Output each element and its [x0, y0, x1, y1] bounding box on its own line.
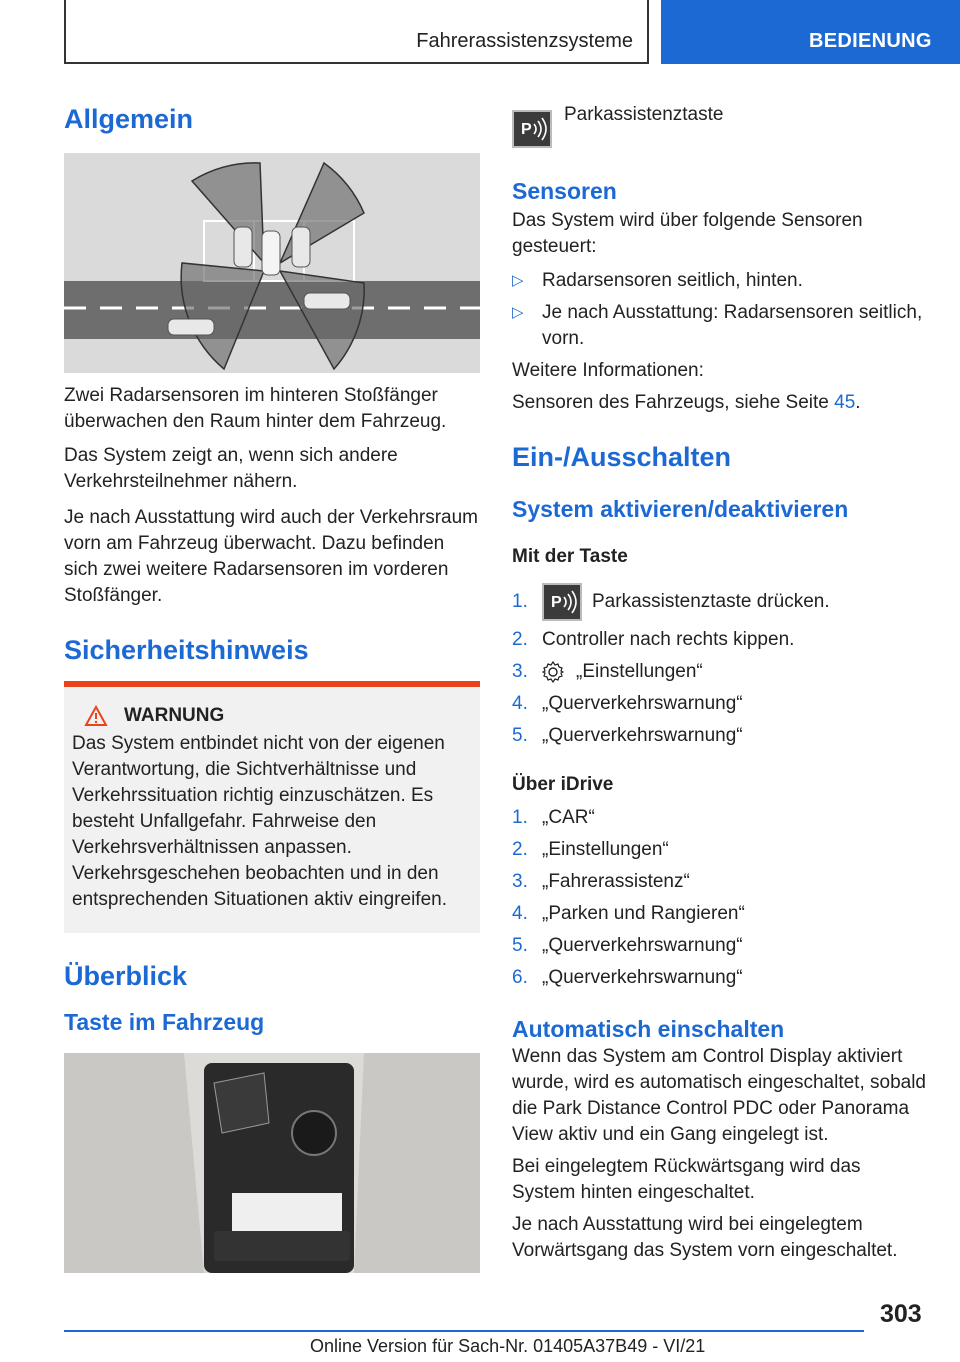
center-console-photo: [64, 1053, 480, 1273]
sensoren-intro: Das System wird über folgende Sensoren gesteuert:: [512, 210, 863, 257]
taste-step: 4. „Querverkehrswarnung“: [512, 693, 743, 714]
heading-automatisch-einschalten: Automatisch einschalten: [512, 1016, 785, 1042]
taste-step: 2. Controller nach rechts kippen.: [512, 629, 795, 650]
heading-mit-der-taste: Mit der Taste: [512, 546, 628, 567]
taste-step: 1. P Parkassistenztaste drücken.: [512, 580, 928, 624]
heading-allgemein: Allgemein: [64, 104, 194, 134]
sensor-list-item: ▷ Je nach Ausstattung: Radarsensoren seitlich, vorn.: [512, 302, 923, 349]
right-column: [512, 96, 928, 1264]
footer-version: Online Version für Sach-Nr. 01405A37B49 - VI/21: [310, 1336, 706, 1356]
weitere-informationen: Weitere Informationen:: [512, 360, 704, 381]
park-assist-key-icon: [542, 583, 582, 621]
triangle-bullet-icon: ▷: [512, 272, 524, 289]
paragraph-front-sensors: Je nach Ausstattung wird auch der Verkehrsraum vorn am Fahrzeug überwacht. Dazu befinden sich zwei weitere Radarsensoren im vorderen Stoßfänger.: [64, 507, 479, 606]
warning-box: [64, 687, 480, 933]
sensor-list-item: ▷ Radarsensoren seitlich, hinten.: [512, 268, 928, 294]
key-legend-label: Parkassistenztaste: [564, 104, 724, 125]
auto-paragraph-2: Bei eingelegtem Rückwärtsgang wird das System hinten eingeschaltet.: [512, 1156, 861, 1203]
park-assist-key-icon: [512, 110, 552, 148]
heading-taste-im-fahrzeug: Taste im Fahrzeug: [64, 1009, 265, 1035]
heading-system-aktivieren: System aktivieren/deaktivieren: [512, 496, 849, 522]
header-chapter-box: [64, 0, 649, 64]
auto-paragraph-1: Wenn das System am Control Display aktiviert wurde, wird es automatisch eingeschaltet, sobald die Park Distance Control PDC oder Panorama View aktiv und ein Gang eingelegt ist.: [512, 1046, 927, 1145]
warning-triangle-icon: [84, 705, 108, 727]
radar-coverage-illustration: [64, 153, 480, 373]
gear-icon: [542, 661, 564, 683]
svg-text:P: P: [521, 121, 532, 138]
taste-step: 3. „Einstellungen“: [512, 661, 703, 682]
idrive-step: 4. „Parken und Rangieren“: [512, 903, 745, 924]
idrive-step: 2. „Einstellungen“: [512, 839, 669, 860]
heading-sicherheitshinweis: Sicherheitshinweis: [64, 635, 309, 665]
triangle-bullet-icon: ▷: [512, 304, 524, 321]
heading-ein-ausschalten: Ein-/Ausschalten: [512, 442, 732, 472]
page-number: 303: [880, 1300, 922, 1328]
sensor-list: [512, 268, 928, 352]
warning-header: [84, 705, 472, 727]
auto-paragraph-3: Je nach Ausstattung wird bei eingelegtem Vorwärtsgang das System vorn eingeschaltet.: [512, 1214, 898, 1261]
left-column: [64, 96, 480, 1273]
idrive-step: 5. „Querverkehrswarnung“: [512, 935, 743, 956]
page-link[interactable]: 45: [834, 392, 856, 413]
heading-sensoren: Sensoren: [512, 178, 617, 204]
warning-title: WARNUNG: [124, 705, 225, 726]
siehe-seite-line: Sensoren des Fahrzeugs, siehe Seite 45.: [512, 392, 861, 413]
paragraph-system-shows: Das System zeigt an, wenn sich andere Verkehrsteilnehmer nähern.: [64, 445, 398, 492]
heading-ueberblick: Überblick: [64, 961, 188, 991]
taste-step: 5. „Querverkehrswarnung“: [512, 725, 743, 746]
chapter-title: Fahrerassistenzsysteme: [416, 30, 633, 52]
paragraph-rear-sensors: Zwei Radarsensoren im hinteren Stoßfänger überwachen den Raum hinter dem Fahrzeug.: [64, 385, 447, 432]
header-section-box: [661, 0, 960, 64]
warning-text: Das System entbindet nicht von der eigenen Verantwortung, die Sichtverhältnisse und Verkehrssituation richtig einzuschätzen. Es besteht Unfallgefahr. Fahrweise den Verkehrsverhältnissen anpassen. Verkehrsgeschehen beobachten und in den entsprechenden Situationen aktiv eingreifen.: [72, 733, 447, 910]
idrive-steps-list: [512, 802, 928, 994]
heading-ueber-idrive: Über iDrive: [512, 774, 614, 795]
idrive-step: 6. „Querverkehrswarnung“: [512, 967, 743, 988]
idrive-step: 1. „CAR“: [512, 807, 595, 828]
section-title: BEDIENUNG: [809, 30, 932, 52]
idrive-step: 3. „Fahrerassistenz“: [512, 871, 690, 892]
taste-steps-list: [512, 580, 928, 752]
svg-text:P: P: [551, 594, 562, 611]
footer-divider: [64, 1330, 864, 1332]
key-legend: [512, 96, 928, 148]
